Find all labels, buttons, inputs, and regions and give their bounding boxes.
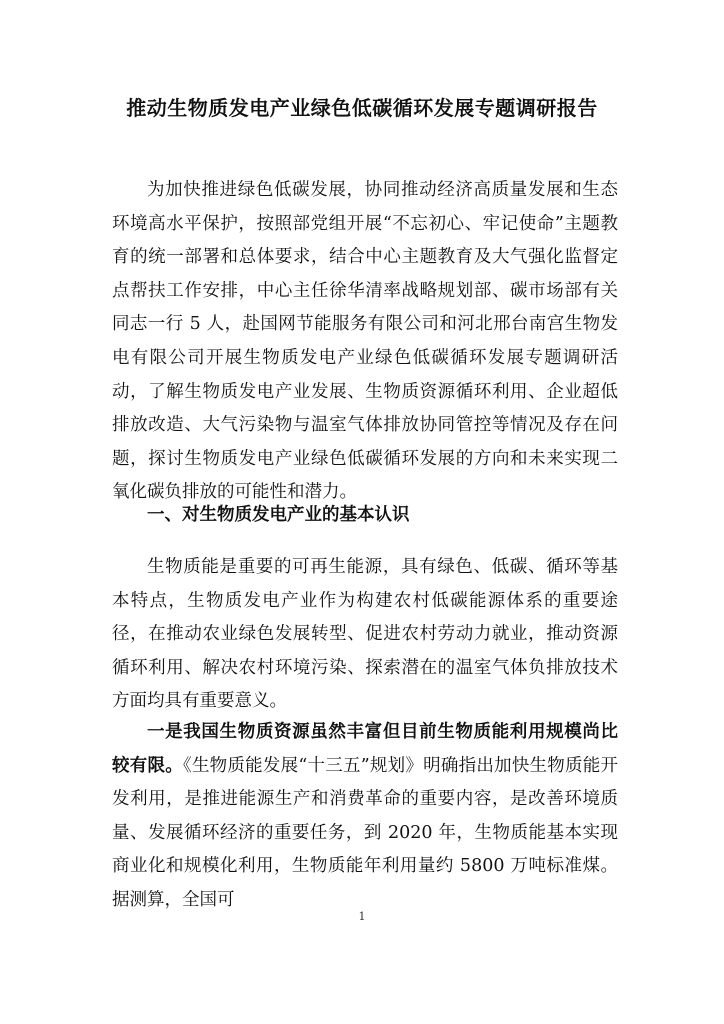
section-heading-basic-understanding: 一、对生物质发电产业的基本认识 <box>147 505 410 525</box>
section-paragraph: 生物质能是重要的可再生能源，具有绿色、低碳、循环等基本特点，生物质发电产业作为构建农村低碳能源体系的重要途径，在推动农业绿色发展转型、促进农村劳动力就业，推动资源循环利用、解决农村环境污染、探索潜在的温室气体负排放技术方面均具有重要意义。 <box>112 557 618 712</box>
point-one-body: 《生物质能发展“十三五”规划》明确指出加快生物质能开发利用，是推进能源生产和消费革命的重要内容，是改善环境质量、发展循环经济的重要任务，到 2020 年，生物质能基本实现商业化和规模化利用，生物质能年利用量约 5800 万吨标准煤。据测算，全国可 <box>112 755 618 910</box>
page-number: 1 <box>358 910 366 923</box>
intro-paragraph: 为加快推进绿色低碳发展，协同推动经济高质量发展和生态环境高水平保护，按照部党组开展“不忘初心、牢记使命”主题教育的统一部署和总体要求，结合中心主题教育及大气强化监督定点帮扶工作安排，中心主任徐华清率战略规划部、碳市场部有关同志一行 5 人，赴国网节能服务有限公司和河北邢台南宫生物发电有限公司开展生物质发电产业绿色低碳循环发展专题调研活动，了解生物质发电产业发展、生物质资源循环利用、企业超低排放改造、大气污染物与温室气体排放协同管控等情况及存在问题，探讨生物质发电产业绿色低碳循环发展的方向和未来实现二氧化碳负排放的可能性和潜力。 <box>112 180 618 503</box>
point-one-paragraph <box>112 716 618 918</box>
document-title: 推动生物质发电产业绿色低碳循环发展专题调研报告 <box>126 96 598 120</box>
point-one-lead: 一是我国生物质资源虽然丰富但目前生物质能利用规模尚比较有限。 <box>112 722 618 776</box>
